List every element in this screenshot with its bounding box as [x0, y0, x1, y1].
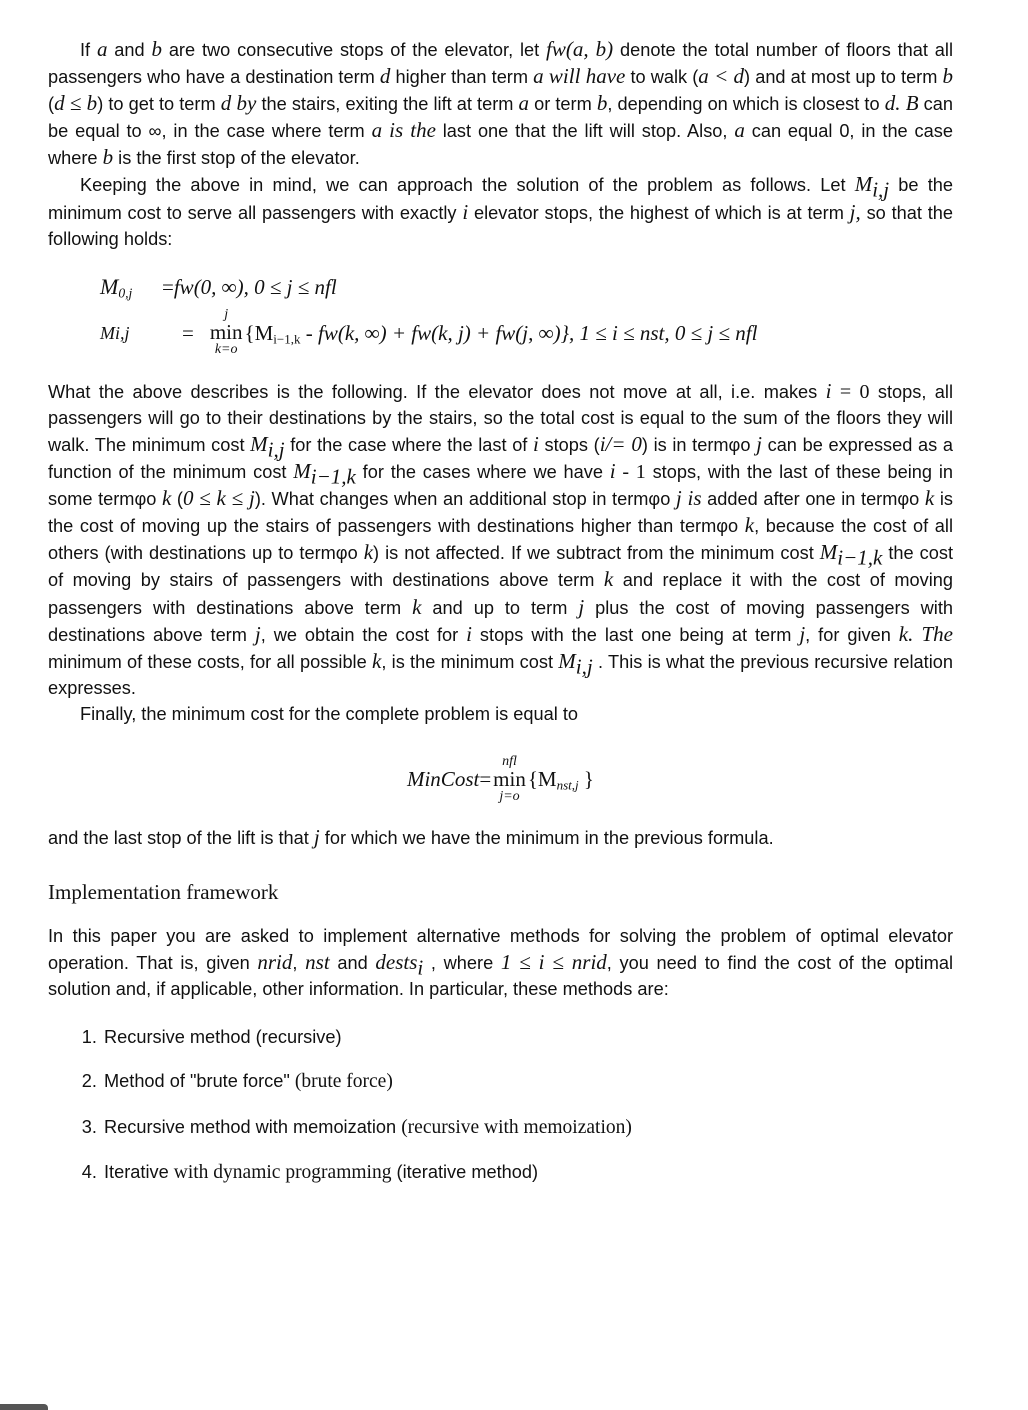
equation-recursive-case: Mi,j = j min k=o {$M_{i-1,k} - fw(k$, ∞) + fw(k, j) + fw(j, ∞)}, 1 ≤ i ≤ nst, 0 ≤ j ≤ nfl — [100, 307, 758, 358]
list-item: 3. Recursive method with memoization (recursive with memoization) — [102, 1114, 953, 1141]
paragraph-explanation: What the above describes is the following. If the elevator does not move at all, i.e. makes i = 0 stops, all passengers will go to their destinations by the stairs, so the total cost is equal to the sum of the floors they will walk. The minimum cost $M_{i,j}$ for the case where the last of i stops (i/= 0) is in termφo j can be expressed as a function of the minimum cost $M_{i-1,k}$ for the cases where we have i - 1 stops, with the last of these being in some termφo k (0 ≤ k ≤ j). What changes when an additional stop in termφo j is added after one in termφo k is the cost of moving up the stairs of passengers with destinations higher than termφo k, because the cost of all others (with destinations up to termφo k) is not affected. If we subtract from the minimum cost $M_{i-1,k}$ the cost of moving by stairs of passengers with destinations above term k and replace it with the cost of moving passengers with destinations above term k and up to term j plus the cost of moving passengers with destinations above term j, we obtain the cost for i stops with the last one being at term j, for given k. The minimum of these costs, for all possible k, is the minimum cost $M_{i,j}$ . This is what the previous recursive relation expresses. — [48, 378, 954, 698]
paragraph-approach: Keeping the above in mind, we can approach the solution of the problem as follows. Let $M_{i,j}$ be the minimum cost to serve all passengers with exactly i elevator stops, the highest of which is at term j, so that the following holds: — [48, 172, 953, 249]
recurrence-equations — [100, 268, 953, 360]
list-item: 1. Recursive method (recursive) — [102, 1024, 953, 1050]
paragraph-definition: If a and b are two consecutive stops of the elevator, let fw(a, b) denote the total number of floors that all passengers who have a destination term d higher than term a will have to walk (a < d) and at most up to term b (d ≤ b) to get to term d by the stairs, exiting the lift at term a or term b, depending on which is closest to d. B can be equal to ∞, in the case where term a is the last one that the lift will stop. Also, a can equal 0, in the case where b is the first stop of the elevator. — [48, 37, 954, 170]
paragraph-task: In this paper you are asked to implement alternative methods for solving the problem of optimal elevator operation. That is, given nrid, nst and dests$_i$ , where 1 ≤ i ≤ nrid, you need to find the cost of the optimal solution and, if applicable, other information. In particular, these methods are: — [48, 926, 954, 1000]
section-heading: Implementation framework — [48, 880, 279, 905]
list-item: 2. Method of "brute force" (brute force) — [102, 1068, 953, 1095]
min-operator: j min k=o — [209, 307, 243, 358]
min-operator: nfl min j=o — [493, 753, 526, 804]
page-corner-tab — [0, 1404, 48, 1410]
equation-base-case: $M_{0,j}$ =fw(0, ∞), 0 ≤ j ≤ nfl — [100, 273, 337, 301]
list-item: 4. Iterative with dynamic programming (iterative method) — [102, 1159, 953, 1186]
equation-min-cost: MinCost = nfl min j=o {$M_{nst,j}$ } — [406, 753, 595, 804]
document-page — [48, 36, 953, 1204]
paragraph-last-stop: and the last stop of the lift is that j for which we have the minimum in the previous formula. — [48, 824, 774, 849]
methods-list — [48, 1024, 953, 1185]
paragraph-final-cost: Finally, the minimum cost for the complete problem is equal to — [80, 703, 579, 724]
